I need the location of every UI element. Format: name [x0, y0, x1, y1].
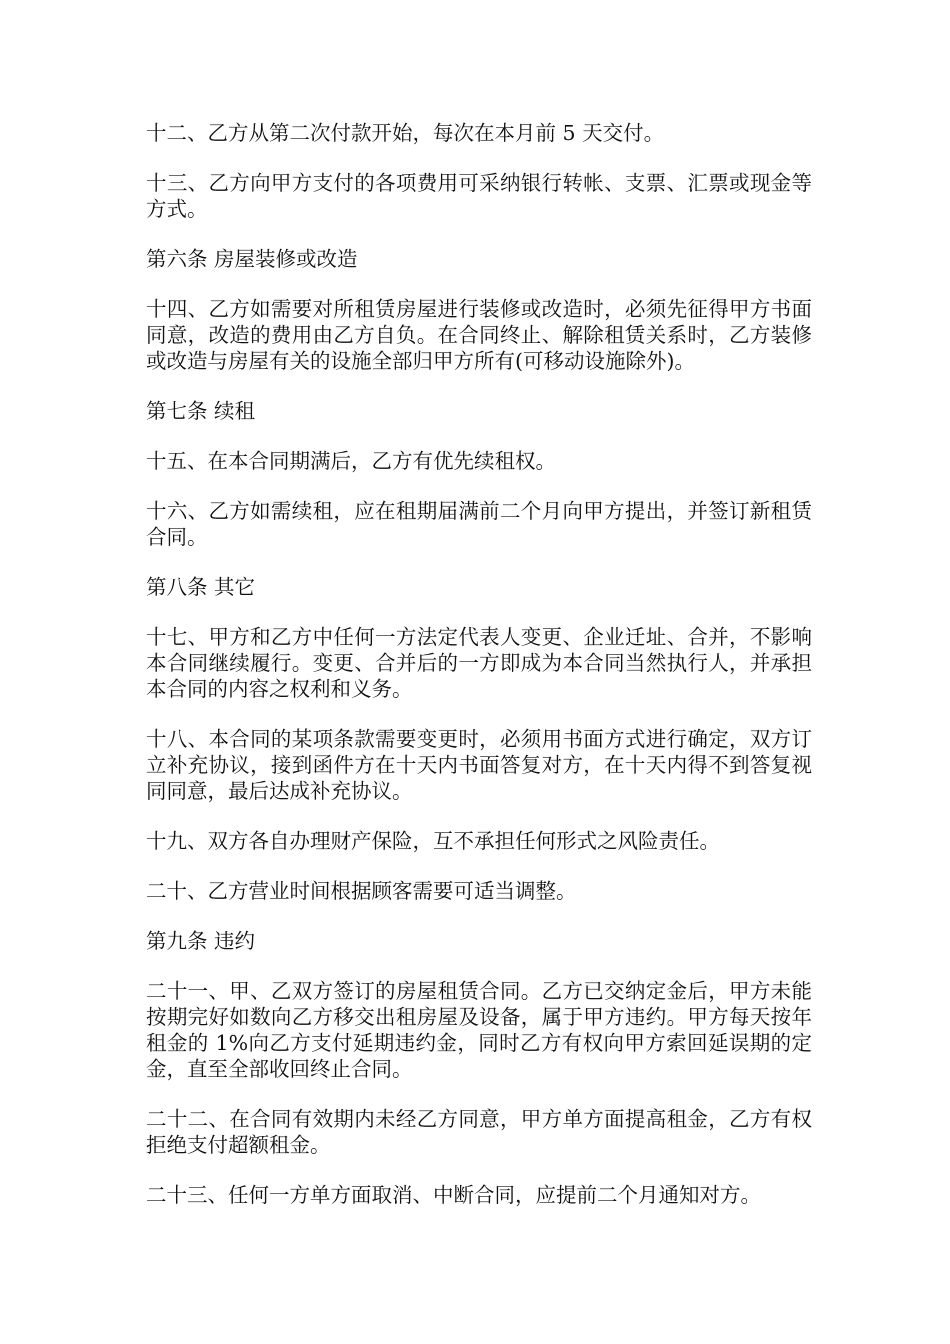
clause-18: 十八、本合同的某项条款需要变更时，必须用书面方式进行确定，双方订立补充协议，接到函件方在十天内书面答复对方，在十天内得不到答复视同同意，最后达成补充协议。 — [146, 727, 812, 803]
clause-21: 二十一、甲、乙双方签订的房屋租赁合同。乙方已交纳定金后，甲方未能按期完好如数向乙方移交出租房屋及设备，属于甲方违约。甲方每天按年租金的 1%向乙方支付延期违约金，同时乙方有权向甲方索回延误期的定金，直至全部收回终止合同。 — [146, 979, 812, 1081]
clause-23: 二十三、任何一方单方面取消、中断合同，应提前二个月通知对方。 — [146, 1183, 761, 1207]
clause-20: 二十、乙方营业时间根据顾客需要可适当调整。 — [146, 879, 577, 903]
article-6-heading: 第六条 房屋装修或改造 — [146, 247, 358, 271]
document-body — [146, 120, 812, 1232]
clause-22: 二十二、在合同有效期内未经乙方同意，甲方单方面提高租金，乙方有权拒绝支付超额租金。 — [146, 1107, 812, 1157]
clause-13: 十三、乙方向甲方支付的各项费用可采纳银行转帐、支票、汇票或现金等方式。 — [146, 171, 812, 221]
article-7-heading: 第七条 续租 — [146, 399, 256, 423]
clause-19: 十九、双方各自办理财产保险，互不承担任何形式之风险责任。 — [146, 829, 720, 853]
clause-15: 十五、在本合同期满后，乙方有优先续租权。 — [146, 449, 556, 473]
clause-12: 十二、乙方从第二次付款开始，每次在本月前 5 天交付。 — [146, 121, 665, 145]
clause-17: 十七、甲方和乙方中任何一方法定代表人变更、企业迁址、合并，不影响本合同继续履行。变更、合并后的一方即成为本合同当然执行人，并承担本合同的内容之权利和义务。 — [146, 625, 812, 701]
article-8-heading: 第八条 其它 — [146, 575, 256, 599]
article-9-heading: 第九条 违约 — [146, 929, 256, 953]
clause-16: 十六、乙方如需续租，应在租期届满前二个月向甲方提出，并签订新租赁合同。 — [146, 499, 812, 549]
clause-14: 十四、乙方如需要对所租赁房屋进行装修或改造时，必须先征得甲方书面同意，改造的费用由乙方自负。在合同终止、解除租赁关系时，乙方装修或改造与房屋有关的设施全部归甲方所有(可移动设施除外)。 — [146, 297, 812, 373]
